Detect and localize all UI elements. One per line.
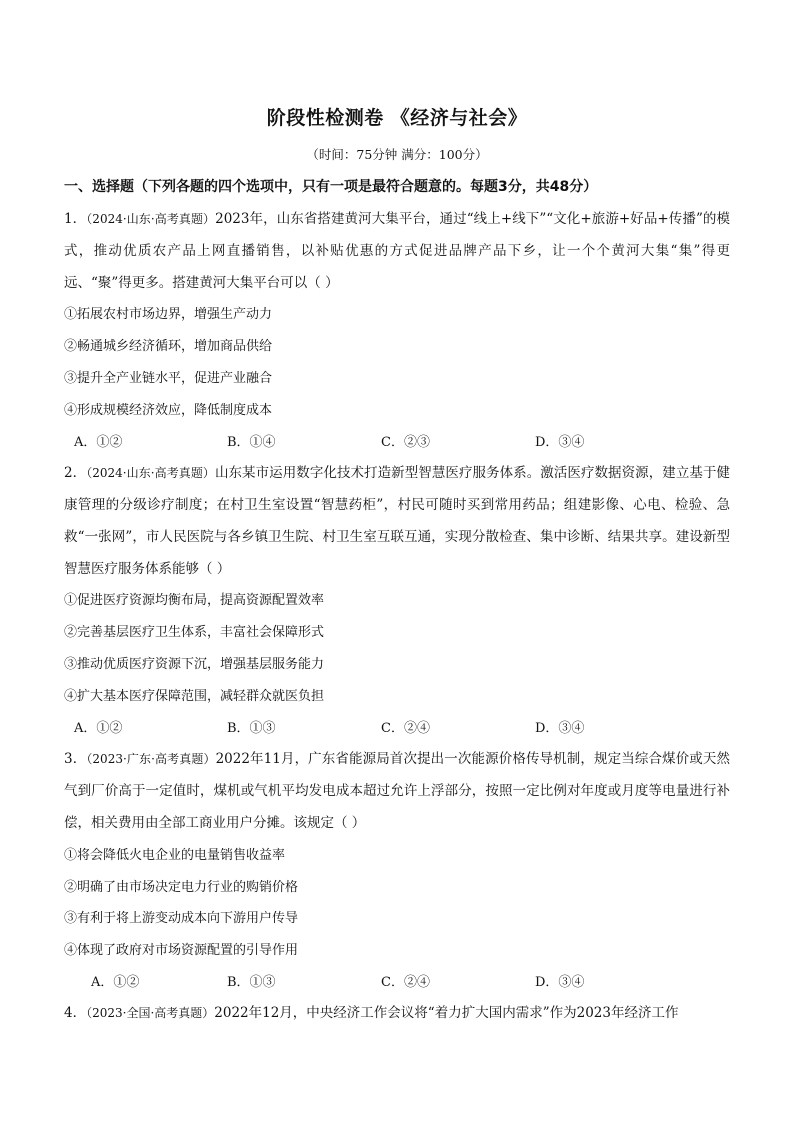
choice-b[interactable]: B．①③	[227, 975, 276, 990]
question-3-stem	[64, 743, 730, 839]
choice-c[interactable]: C．②③	[381, 435, 430, 450]
section-heading: 一、选择题（下列各题的四个选项中，只有一项是最符合题意的。每题3分，共48分）	[64, 179, 598, 195]
question-number: 4．	[64, 1005, 87, 1021]
choice-c[interactable]: C．②④	[381, 721, 430, 736]
statement-1: ①拓展农村市场边界，增强生产动力	[64, 307, 273, 322]
exam-info: （时间：75分钟 满分：100分）	[306, 147, 488, 162]
question-number: 3．	[64, 751, 87, 767]
choice-b[interactable]: B．①③	[227, 721, 276, 736]
choice-d[interactable]: D．③④	[535, 975, 585, 990]
question-1-stem	[64, 203, 730, 299]
choice-a[interactable]: A．①②	[91, 975, 140, 990]
statement-2: ②畅通城乡经济循环，增加商品供给	[64, 339, 273, 354]
choice-d[interactable]: D．③④	[535, 435, 585, 450]
page-title: 阶段性检测卷 《经济与社会》	[266, 107, 528, 129]
statement-4: ④体现了政府对市场资源配置的引导作用	[64, 943, 299, 958]
question-text: 2023年，山东省搭建黄河大集平台，通过“线上+线下”“文化+旅游+好品+传播”的模式，推动优质农产品上网直播销售，以补贴优惠的方式促进品牌产品下乡，让一个个黄河大集“集”得更远、“聚”得更多。搭建黄河大集平台可以（ ）	[64, 211, 730, 291]
choice-c[interactable]: C．②④	[381, 975, 430, 990]
question-source: （2024·山东·高考真题）	[86, 212, 216, 226]
statement-4: ④扩大基本医疗保障范围，减轻群众就医负担	[64, 689, 325, 704]
statement-3: ③有利于将上游变动成本向下游用户传导	[64, 911, 299, 926]
choice-b[interactable]: B．①④	[227, 435, 276, 450]
statement-1: ①促进医疗资源均衡布局，提高资源配置效率	[64, 593, 325, 608]
question-2-stem	[64, 457, 730, 585]
choice-d[interactable]: D．③④	[535, 721, 585, 736]
question-number: 2．	[64, 465, 87, 481]
question-text: 2022年12月，中央经济工作会议将“着力扩大国内需求”作为2023年经济工作	[214, 1005, 679, 1021]
choice-a[interactable]: A．①②	[74, 435, 123, 450]
question-4-stem	[64, 997, 730, 1029]
question-text: 山东某市运用数字化技术打造新型智慧医疗服务体系。激活医疗数据资源，建立基于健康管理的分级诊疗制度；在村卫生室设置“智慧药柜”，村民可随时买到常用药品；组建影像、心电、检验、急救“一张网”，市人民医院与各乡镇卫生院、村卫生室互联互通，实现分散检查、集中诊断、结果共享。建设新型智慧医疗服务体系能够（ ）	[64, 465, 731, 577]
question-text: 2022年11月，广东省能源局首次提出一次能源价格传导机制，规定当综合煤价或天然气到厂价高于一定值时，煤机或气机平均发电成本超过允许上浮部分，按照一定比例对年度或月度等电量进行补偿，相关费用由全部工商业用户分摊。该规定（ ）	[64, 751, 730, 831]
statement-3: ③推动优质医疗资源下沉，增强基层服务能力	[64, 657, 325, 672]
statement-1: ①将会降低火电企业的电量销售收益率	[64, 848, 286, 863]
statement-3: ③提升全产业链水平，促进产业融合	[64, 371, 273, 386]
question-number: 1．	[64, 211, 87, 227]
choice-a[interactable]: A．①②	[74, 721, 123, 736]
statement-2: ②完善基层医疗卫生体系，丰富社会保障形式	[64, 625, 325, 640]
question-source: （2024·山东·高考真题）	[86, 466, 215, 480]
question-source: （2023·广东·高考真题）	[86, 752, 216, 766]
question-source: （2023·全国·高考真题）	[86, 1006, 215, 1020]
statement-4: ④形成规模经济效应，降低制度成本	[64, 403, 273, 418]
statement-2: ②明确了由市场决定电力行业的购销价格	[64, 880, 299, 895]
